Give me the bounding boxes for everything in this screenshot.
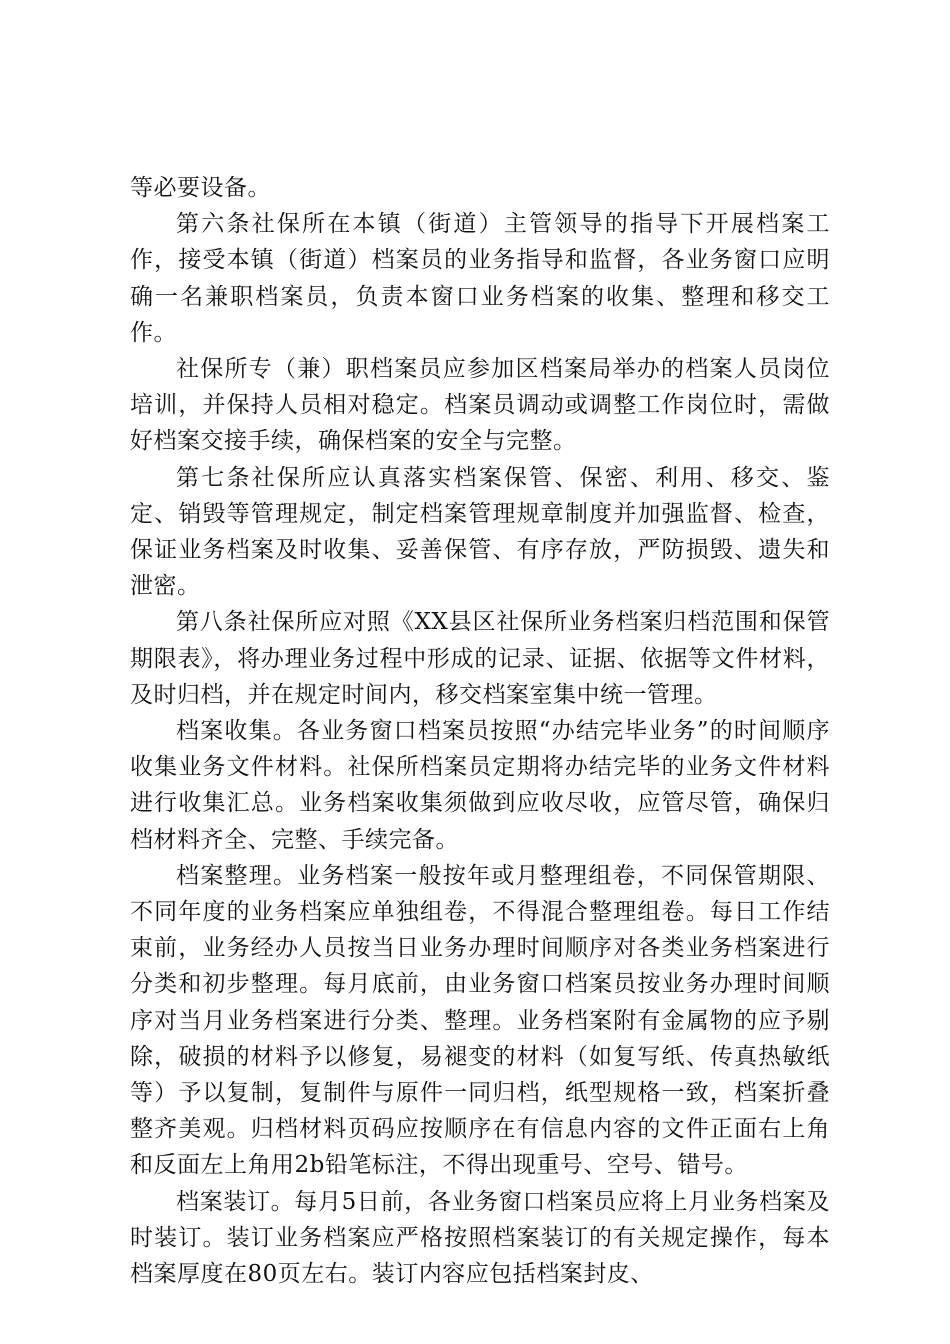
document-body: [130, 170, 830, 1292]
paragraph-archive-binding: 档案装订。每月5日前，各业务窗口档案员应将上月业务档案及时装订。装订业务档案应严格按照档案装订的有关规定操作，每本档案厚度在80页左右。装订内容应包括档案封皮、: [130, 1188, 830, 1288]
paragraph-continuation: 等必要设备。: [130, 175, 271, 201]
paragraph-archive-collection: 档案收集。各业务窗口档案员按照“办结完毕业务”的时间顺序收集业务文件材料。社保所档案员定期将办结完毕的业务文件材料进行收集汇总。业务档案收集须做到应收尽收，应管尽管，确保归档材料齐全、完整、手续完备。: [130, 718, 830, 853]
paragraph-article-8: 第八条社保所应对照《XX县区社保所业务档案归档范围和保管期限表》，将办理业务过程中形成的记录、证据、依据等文件材料，及时归档，并在规定时间内，移交档案室集中统一管理。: [130, 609, 830, 708]
paragraph-archive-arrangement: 档案整理。业务档案一般按年或月整理组卷，不同保管期限、不同年度的业务档案应单独组卷，不得混合整理组卷。每日工作结束前，业务经办人员按当日业务办理时间顺序对各类业务档案进行分类和初步整理。每月底前，由业务窗口档案员按业务办理时间顺序对当月业务档案进行分类、整理。业务档案附有金属物的应予剔除，破损的材料予以修复，易褪变的材料（如复写纸、传真热敏纸等）予以复制，复制件与原件一同归档，纸型规格一致，档案折叠整齐美观。归档材料页码应按顺序在有信息内容的文件正面右上角和反面左上角用2b铅笔标注，不得出现重号、空号、错号。: [130, 862, 830, 1179]
paragraph-archivist-training: 社保所专（兼）职档案员应参加区档案局举办的档案人员岗位培训，并保持人员相对稳定。档案员调动或调整工作岗位时，需做好档案交接手续，确保档案的安全与完整。: [130, 356, 830, 455]
paragraph-article-6: 第六条社保所在本镇（街道）主管领导的指导下开展档案工作，接受本镇（街道）档案员的业务指导和监督，各业务窗口应明确一名兼职档案员，负责本窗口业务档案的收集、整理和移交工作。: [130, 211, 830, 346]
paragraph-article-7: 第七条社保所应认真落实档案保管、保密、利用、移交、鉴定、销毁等管理规定，制定档案管理规章制度并加强监督、检查，保证业务档案及时收集、妥善保管、有序存放，严防损毁、遗失和泄密。: [130, 464, 830, 600]
